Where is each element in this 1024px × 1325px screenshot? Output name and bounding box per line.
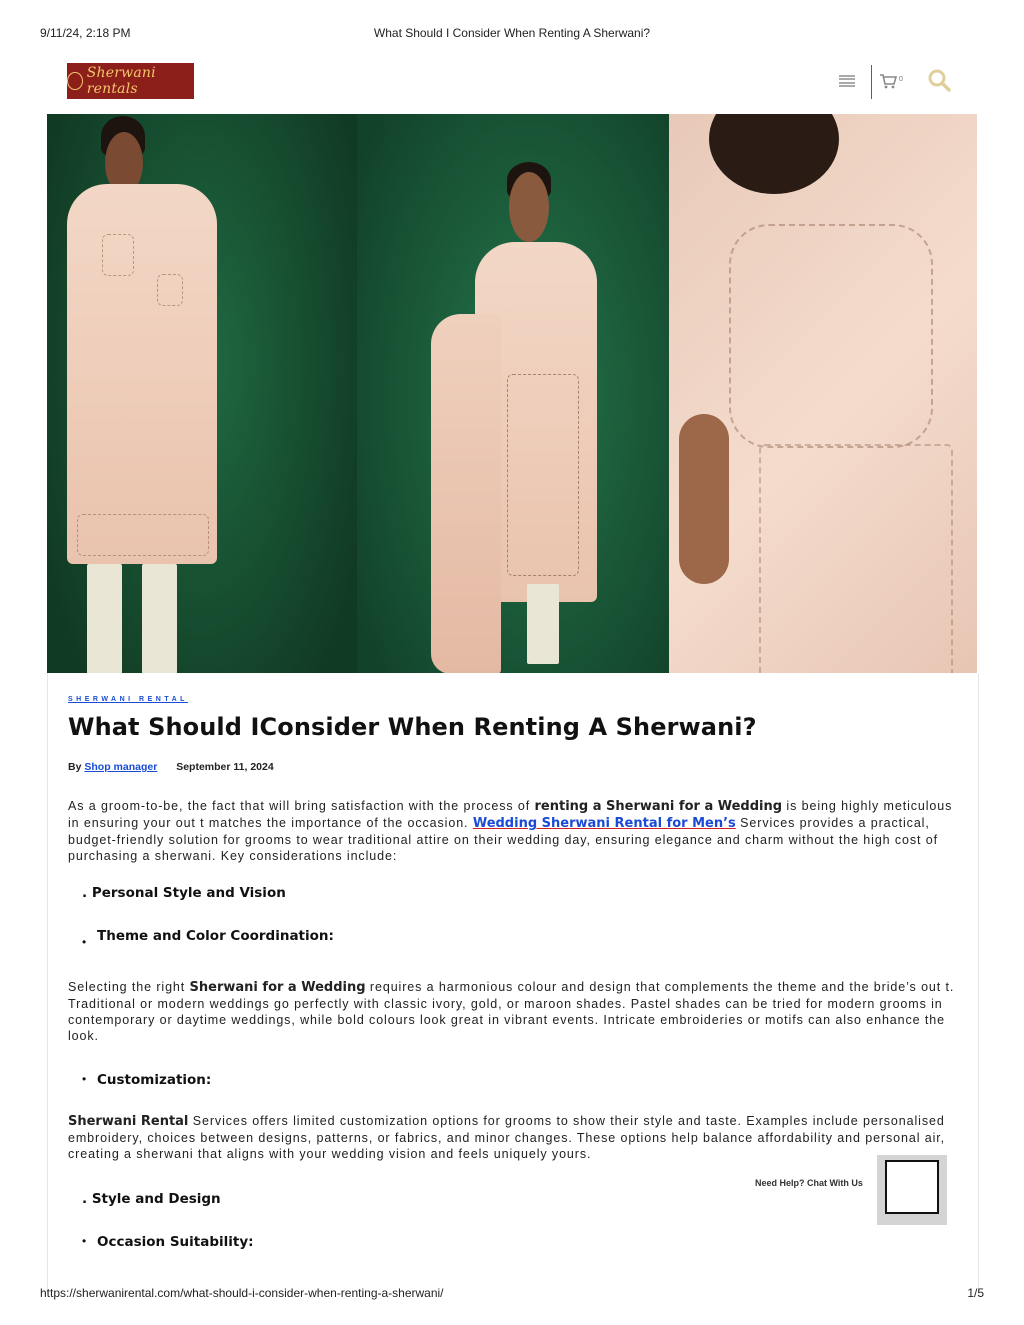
header-divider	[871, 65, 872, 99]
logo-emblem-icon	[67, 72, 83, 90]
section-style-design: . Style and Design	[82, 1191, 221, 1207]
category-link[interactable]: SHERWANI RENTAL	[68, 696, 188, 703]
intro-text-3: Services provides a practical, budget-friendly solution for grooms to wear traditional attire on their wedding day, ensuring elegance and charm without the high cost of purchasing a sherwani. Key considerations include:	[68, 816, 939, 863]
chat-icon	[885, 1160, 939, 1214]
print-header	[40, 26, 984, 42]
cart-icon[interactable]	[879, 72, 897, 90]
article	[47, 673, 979, 1293]
hero-panel-closeup	[669, 114, 977, 734]
section-personal-style: . Personal Style and Vision	[82, 885, 286, 901]
theme-paragraph	[68, 979, 958, 1044]
hero-image	[47, 114, 977, 734]
bullet-icon: •	[82, 1072, 87, 1086]
theme-text-1: Selecting the right	[68, 980, 190, 994]
page-url: https://sherwanirental.com/what-should-i-consider-when-renting-a-sherwani/	[40, 1286, 444, 1300]
print-page-title: What Should I Consider When Renting A Sherwani?	[373, 26, 651, 40]
byline-prefix: By	[68, 761, 82, 773]
section-occasion-suitability: Occasion Suitability:	[97, 1234, 254, 1250]
search-icon[interactable]	[927, 68, 951, 92]
hero-panel-back-view	[47, 114, 357, 734]
print-datetime: 9/11/24, 2:18 PM	[40, 26, 131, 40]
section-theme-color: Theme and Color Coordination:	[97, 928, 334, 944]
intro-text-1: As a groom-to-be, the fact that will bring satisfaction with the process of	[68, 799, 535, 813]
wedding-rental-link[interactable]: Wedding Sherwani Rental for Men’s	[472, 816, 736, 831]
logo-text: Sherwani rentals	[86, 65, 156, 97]
section-customization: Customization:	[97, 1072, 212, 1088]
chat-label[interactable]: Need Help? Chat With Us	[755, 1178, 863, 1188]
page-number: 1/5	[967, 1286, 984, 1300]
customization-text-1: Services offers limited customization options for grooms to show their style and taste. Examples include personalised embroidery, choices between designs, patterns, or fabrics, and minor changes. These options help balance affordability and personal air, creating a sherwani that aligns with your wedding vision and feels uniquely yours.	[68, 1114, 946, 1161]
site-logo[interactable]	[67, 63, 194, 99]
theme-text-2: requires a harmonious colour and design that complements the theme and the bride’s out t. Traditional or modern weddings go perfectly with classic ivory, gold, or maroon shades. Pastel shades can be tried for modern grooms in contemporary or daytime weddings, while bold colours look great in vibrant events. Intricate embroideries or motifs can also enhance the look.	[68, 980, 955, 1043]
menu-icon[interactable]	[839, 75, 855, 87]
author-link[interactable]: Shop manager	[84, 761, 158, 773]
customization-bold-1: Sherwani Rental	[68, 1114, 189, 1129]
site-header	[47, 58, 977, 108]
bullet-icon: •	[82, 935, 87, 949]
hero-panel-front-view	[357, 114, 669, 734]
cart-count: 0	[899, 76, 903, 83]
publish-date: September 11, 2024	[176, 761, 274, 773]
bullet-icon: •	[82, 1234, 87, 1248]
intro-text-2: is being highly meticulous in ensuring your out t matches the importance of the occasion.	[68, 799, 953, 830]
byline	[68, 761, 274, 773]
chat-widget-button[interactable]	[877, 1155, 947, 1225]
intro-paragraph	[68, 798, 958, 864]
customization-paragraph	[68, 1113, 958, 1162]
article-title: What Should IConsider When Renting A Sherwani?	[68, 713, 757, 741]
intro-bold-1: renting a Sherwani for a Wedding	[534, 799, 783, 814]
theme-bold-1: Sherwani for a Wedding	[189, 980, 366, 995]
